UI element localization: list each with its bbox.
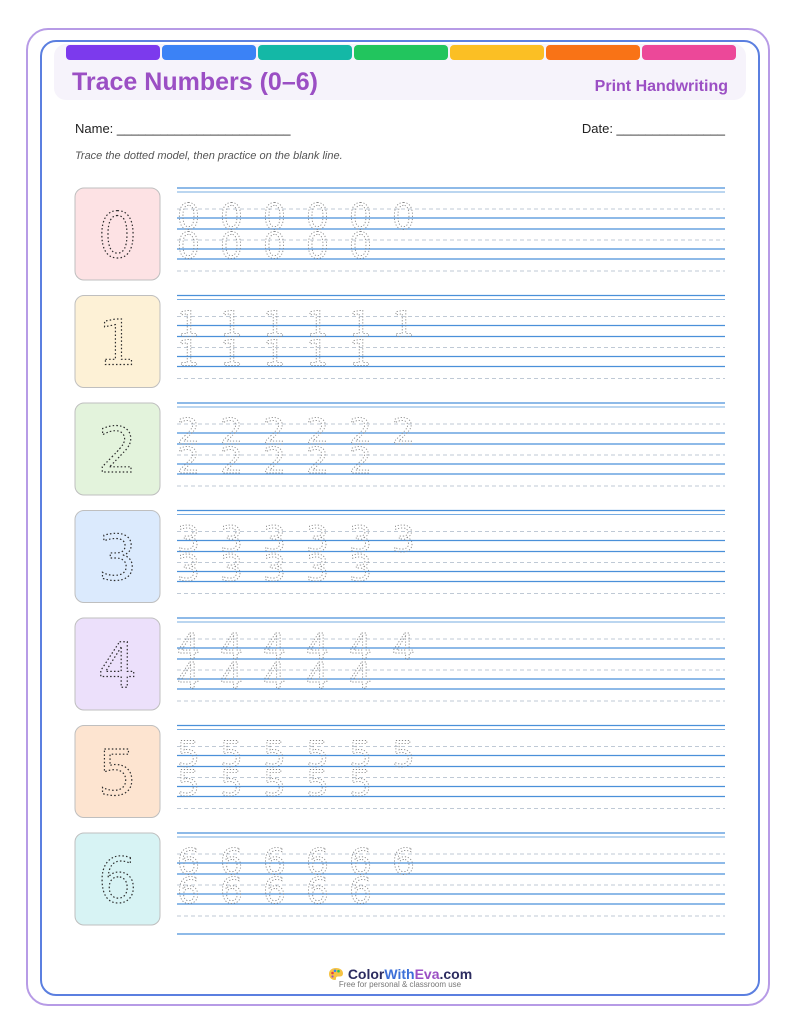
trace-digit: 4 bbox=[263, 656, 286, 697]
trace-digit: 1 bbox=[306, 304, 329, 346]
trace-digit: 4 bbox=[392, 627, 415, 668]
model-digit: 0 bbox=[97, 199, 138, 272]
trace-digit: 4 bbox=[177, 627, 200, 668]
trace-digit: 5 bbox=[392, 734, 415, 776]
model-digit: 2 bbox=[97, 414, 138, 487]
trace-digit: 6 bbox=[392, 842, 415, 883]
trace-digit: 2 bbox=[177, 412, 200, 453]
trace-digit: 1 bbox=[220, 333, 243, 375]
trace-digit: 3 bbox=[220, 548, 243, 590]
trace-digit: 1 bbox=[306, 333, 329, 375]
name-field[interactable]: Name: ________________________ bbox=[75, 121, 291, 136]
trace-digit: 4 bbox=[220, 627, 243, 668]
trace-digit: 0 bbox=[349, 197, 372, 238]
trace-digit: 4 bbox=[220, 656, 243, 697]
trace-digit: 6 bbox=[220, 871, 243, 912]
trace-digit: 2 bbox=[392, 412, 415, 453]
practice-row bbox=[75, 726, 725, 818]
practice-row bbox=[75, 296, 725, 388]
trace-digit: 6 bbox=[349, 871, 372, 912]
trace-digit: 6 bbox=[177, 842, 200, 883]
trace-digit: 1 bbox=[392, 304, 415, 346]
trace-digit: 4 bbox=[306, 656, 329, 697]
trace-digit: 1 bbox=[177, 333, 200, 375]
trace-digit: 0 bbox=[349, 226, 372, 267]
trace-digit: 5 bbox=[220, 763, 243, 805]
trace-digit: 6 bbox=[177, 871, 200, 912]
footer bbox=[0, 966, 800, 989]
trace-digit: 4 bbox=[349, 656, 372, 697]
palette-icon bbox=[328, 967, 344, 981]
trace-digit: 4 bbox=[306, 627, 329, 668]
trace-digit: 0 bbox=[220, 226, 243, 267]
model-digit: 6 bbox=[97, 844, 138, 917]
trace-digit: 4 bbox=[177, 656, 200, 697]
page-title: Trace Numbers (0–6) bbox=[72, 68, 318, 96]
model-digit: 1 bbox=[97, 306, 138, 380]
trace-digit: 5 bbox=[220, 734, 243, 776]
trace-digit: 2 bbox=[220, 412, 243, 453]
trace-digit: 6 bbox=[220, 842, 243, 883]
brand-part-1: Color bbox=[347, 966, 385, 982]
trace-digit: 0 bbox=[220, 197, 243, 238]
trace-digit: 2 bbox=[263, 412, 286, 453]
trace-digit: 0 bbox=[263, 226, 286, 267]
trace-digit: 1 bbox=[263, 333, 286, 375]
trace-digit: 6 bbox=[263, 871, 286, 912]
trace-digit: 5 bbox=[306, 734, 329, 776]
trace-digit: 0 bbox=[177, 197, 200, 238]
trace-digit: 5 bbox=[349, 734, 372, 776]
trace-digit: 1 bbox=[263, 304, 286, 346]
trace-digit: 5 bbox=[177, 734, 200, 776]
footer-tagline: Free for personal & classroom use bbox=[338, 980, 462, 989]
trace-digit: 0 bbox=[263, 197, 286, 238]
trace-digit: 2 bbox=[306, 412, 329, 453]
trace-digit: 5 bbox=[263, 734, 286, 776]
instruction-text: Trace the dotted model, then practice on the blank line. bbox=[75, 150, 343, 162]
trace-digit: 0 bbox=[306, 226, 329, 267]
trace-digit: 5 bbox=[306, 763, 329, 805]
trace-digit: 6 bbox=[263, 842, 286, 883]
practice-row bbox=[75, 618, 725, 710]
trace-digit: 3 bbox=[177, 548, 200, 590]
trace-digit: 1 bbox=[177, 304, 200, 346]
trace-digit: 1 bbox=[349, 304, 372, 346]
trace-digit: 3 bbox=[263, 519, 286, 561]
trace-digit: 4 bbox=[349, 627, 372, 668]
trace-digit: 5 bbox=[349, 763, 372, 805]
trace-digit: 2 bbox=[263, 441, 286, 482]
trace-digit: 6 bbox=[349, 842, 372, 883]
model-digit: 5 bbox=[97, 736, 138, 810]
trace-digit: 0 bbox=[177, 226, 200, 267]
trace-digit: 1 bbox=[220, 304, 243, 346]
trace-digit: 0 bbox=[306, 197, 329, 238]
trace-digit: 3 bbox=[220, 519, 243, 561]
practice-row bbox=[75, 188, 725, 280]
brand-part-3: Eva bbox=[414, 966, 440, 982]
trace-digit: 2 bbox=[306, 441, 329, 482]
trace-digit: 1 bbox=[349, 333, 372, 375]
trace-digit: 2 bbox=[349, 412, 372, 453]
practice-row bbox=[75, 833, 725, 925]
brand-part-4: .com bbox=[439, 966, 473, 982]
date-field[interactable]: Date: _______________ bbox=[581, 121, 725, 136]
trace-digit: 3 bbox=[349, 548, 372, 590]
trace-digit: 3 bbox=[306, 548, 329, 590]
trace-digit: 0 bbox=[392, 197, 415, 238]
trace-digit: 3 bbox=[349, 519, 372, 561]
trace-digit: 6 bbox=[306, 842, 329, 883]
trace-digit: 3 bbox=[392, 519, 415, 561]
model-digit: 4 bbox=[97, 629, 138, 702]
practice-row bbox=[75, 403, 725, 495]
trace-digit: 6 bbox=[306, 871, 329, 912]
practice-row bbox=[75, 511, 725, 603]
trace-digit: 4 bbox=[263, 627, 286, 668]
trace-digit: 2 bbox=[177, 441, 200, 482]
model-digit: 3 bbox=[97, 521, 138, 595]
trace-digit: 3 bbox=[306, 519, 329, 561]
page-subtitle: Print Handwriting bbox=[594, 78, 728, 95]
trace-digit: 2 bbox=[220, 441, 243, 482]
trace-digit: 2 bbox=[349, 441, 372, 482]
trace-digit: 3 bbox=[177, 519, 200, 561]
trace-digit: 5 bbox=[177, 763, 200, 805]
trace-digit: 3 bbox=[263, 548, 286, 590]
trace-digit: 5 bbox=[263, 763, 286, 805]
brand-part-2: With bbox=[384, 966, 415, 982]
